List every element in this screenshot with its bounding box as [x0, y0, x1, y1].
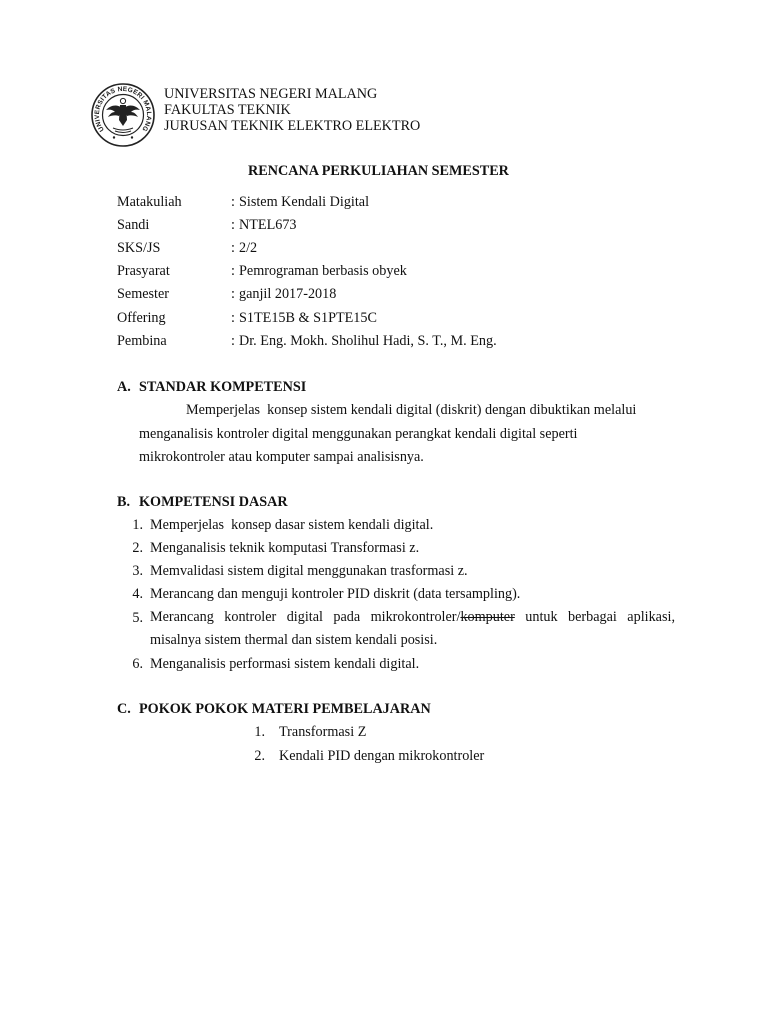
header-university: UNIVERSITAS NEGERI MALANG [164, 86, 378, 102]
list-item-number: 3. [132, 563, 143, 579]
field-label: Offering [117, 310, 166, 326]
field-value-prerequisite: Pemrograman berbasis obyek [239, 263, 407, 279]
field-value-credits: 2/2 [239, 240, 258, 256]
field-separator: : [231, 217, 235, 233]
field-label: Pembina [117, 333, 167, 349]
list-item-number: 1. [132, 517, 143, 533]
list-item: Menganalisis performasi sistem kendali digital. [150, 656, 420, 672]
field-label: SKS/JS [117, 240, 161, 256]
header-department: JURUSAN TEKNIK ELEKTRO ELEKTRO [164, 118, 421, 134]
deleted-text: komputer [460, 609, 515, 625]
document-title: RENCANA PERKULIAHAN SEMESTER [248, 163, 509, 179]
list-item-number: 1. [254, 724, 265, 740]
list-item-text: Merancang kontroler digital pada mikrokontroler/ [150, 609, 461, 625]
list-item-number: 2. [132, 540, 143, 556]
section-letter: B. [117, 494, 131, 510]
list-item-number: 2. [254, 748, 265, 764]
field-label: Matakuliah [117, 194, 182, 210]
list-item [150, 606, 675, 652]
section-letter: C. [117, 701, 131, 717]
field-value-lecturer: Dr. Eng. Mokh. Sholihul Hadi, S. T., M. Eng. [239, 333, 497, 349]
list-item-text: untuk berbagai aplikasi, misalnya sistem thermal dan sistem kendali posisi. [150, 609, 675, 648]
field-value-semester: ganjil 2017-2018 [239, 286, 337, 302]
field-separator: : [231, 240, 235, 256]
list-item: Kendali PID dengan mikrokontroler [279, 748, 485, 764]
field-separator: : [231, 310, 235, 326]
list-item: Menganalisis teknik komputasi Transformasi z. [150, 540, 420, 556]
field-value-code: NTEL673 [239, 217, 297, 233]
list-item: Memvalidasi sistem digital menggunakan trasformasi z. [150, 563, 468, 579]
header-faculty: FAKULTAS TEKNIK [164, 102, 291, 118]
paragraph-line: mikrokontroler atau komputer sampai analisisnya. [139, 449, 424, 465]
section-heading: STANDAR KOMPETENSI [139, 379, 307, 395]
section-heading: KOMPETENSI DASAR [139, 494, 288, 510]
field-value-offering: S1TE15B & S1PTE15C [239, 310, 377, 326]
field-value-course-name: Sistem Kendali Digital [239, 194, 370, 210]
field-label: Sandi [117, 217, 150, 233]
seal-lettering: UNIVERSITAS NEGERI MALANG [93, 85, 153, 133]
field-separator: : [231, 194, 235, 210]
list-item-number: 6. [132, 656, 143, 672]
list-item-number: 5. [132, 610, 143, 626]
field-label: Prasyarat [117, 263, 170, 279]
paragraph-line: menganalisis kontroler digital menggunakan perangkat kendali digital seperti [139, 426, 578, 442]
section-letter: A. [117, 379, 131, 395]
paragraph-line: Memperjelas konsep sistem kendali digital (diskrit) dengan dibuktikan melalui [186, 402, 637, 418]
list-item: Memperjelas konsep dasar sistem kendali digital. [150, 517, 434, 533]
list-item: Transformasi Z [279, 724, 367, 740]
field-separator: : [231, 263, 235, 279]
list-item-number: 4. [132, 586, 143, 602]
field-separator: : [231, 333, 235, 349]
list-item: Merancang dan menguji kontroler PID diskrit (data tersampling). [150, 586, 521, 602]
section-heading: POKOK POKOK MATERI PEMBELAJARAN [139, 701, 431, 717]
field-label: Semester [117, 286, 170, 302]
seal-emblem-icon [106, 98, 140, 132]
university-seal-logo [89, 82, 157, 148]
field-separator: : [231, 286, 235, 302]
